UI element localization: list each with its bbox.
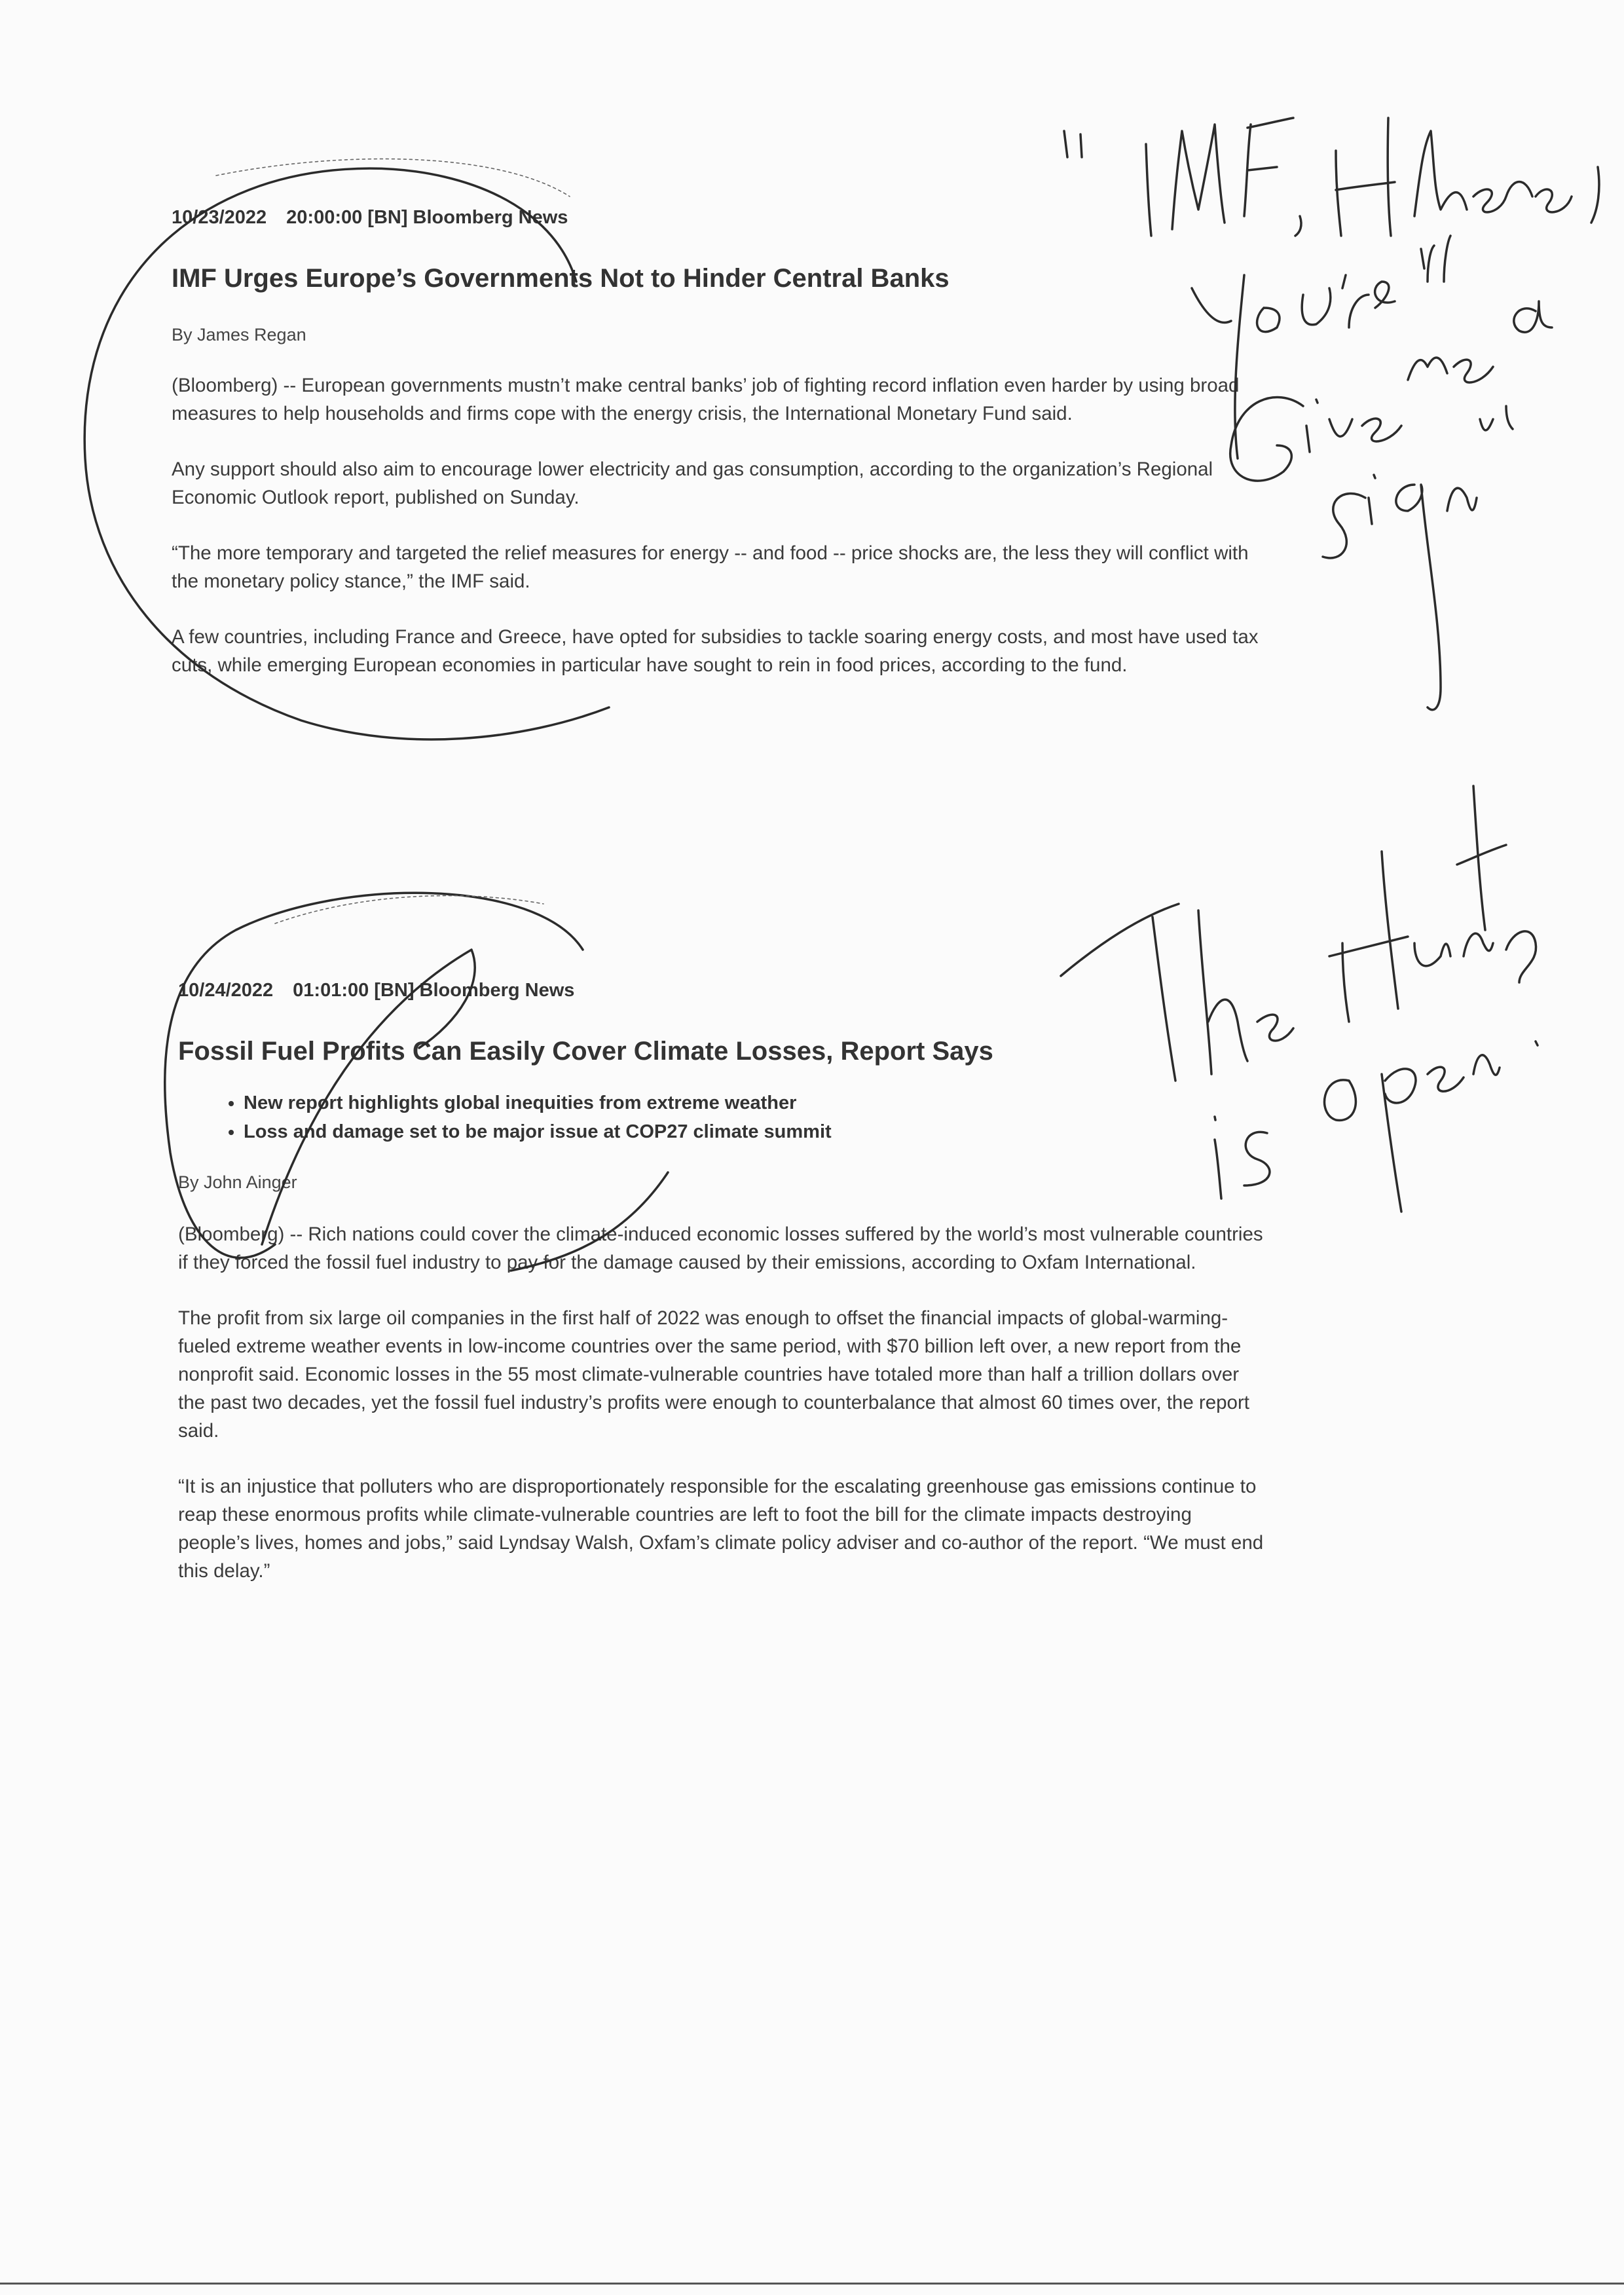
article-paragraph: The profit from six large oil companies in the first half of 2022 was enough to offset the financial impacts of global-warming-fueled extreme weather events in low-income countries over the same period, with $70 billion left over, a new report from the nonprofit said. Economic losses in the 55 most climate-vulnerable countries have totaled more than half a trillion dollars over the past two decades, yet the fossil fuel industry’s profits were enough to counterbalance that almost 60 times over, the report said. [178,1307,1249,1442]
article-byline: By James Regan [172,325,306,345]
article-headline: IMF Urges Europe’s Governments Not to Hinder Central Banks [172,264,950,293]
article-bullet: • Loss and damage set to be major issue at COP27 climate summit [244,1117,1265,1146]
article-paragraph: “It is an injustice that polluters who are disproportionately responsible for the escalating greenhouse gas emissions continue to reap these enormous profits while climate-vulnerable countries are left to foot the bill for the climate impacts destroying people’s lives, homes and jobs,” said Lyndsay Walsh, Oxfam’s climate policy adviser and co-author of the report. “We must end this delay.” [178,1476,1264,1582]
article-paragraph: (Bloomberg) -- Rich nations could cover the climate-induced economic losses suffered by the world’s most vulnerable countries if they forced the fossil fuel industry to pay for the damage caused by their emissions, according to Oxfam International. [178,1223,1263,1273]
page-bottom-rule [0,2283,1624,2285]
ink-loop-circle-1b [216,159,570,196]
article-paragraph: Any support should also aim to encourage lower electricity and gas consumption, according to the organization’s Regional Economic Outlook report, published on Sunday. [172,458,1213,508]
article-byline: By John Ainger [178,1172,297,1192]
article-bullet: • New report highlights global inequities from extreme weather [244,1089,1265,1117]
article-headline: Fossil Fuel Profits Can Easily Cover Climate Losses, Report Says [178,1037,993,1066]
article-paragraph: A few countries, including France and Greece, have opted for subsidies to tackle soaring energy costs, and most have used tax cuts, while emerging European economies in particular have sought to rein in food prices, according to the fund. [172,626,1259,676]
article-dateline [178,969,1265,1011]
article-fossil-fuel [178,969,1265,1585]
article-time-source: 01:01:00 [BN] Bloomberg News [293,980,575,1001]
article-paragraph: (Bloomberg) -- European governments mustn’t make central banks’ job of fighting record inflation even harder by using broad measures to help households and firms cope with the energy crisis, the International Monetary Fund said. [172,375,1240,424]
article-bullet-list [178,1089,1265,1146]
ink-loop-circle-2b [275,896,544,924]
article-imf [172,196,1259,679]
article-paragraph: “The more temporary and targeted the relief measures for energy -- and food -- price shocks are, the less they will conflict with the monetary policy stance,” the IMF said. [172,542,1249,592]
article-time-source: 20:00:00 [BN] Bloomberg News [286,207,568,228]
article-date: 10/23/2022 [172,207,267,228]
article-dateline [172,196,1259,238]
article-date: 10/24/2022 [178,980,274,1001]
